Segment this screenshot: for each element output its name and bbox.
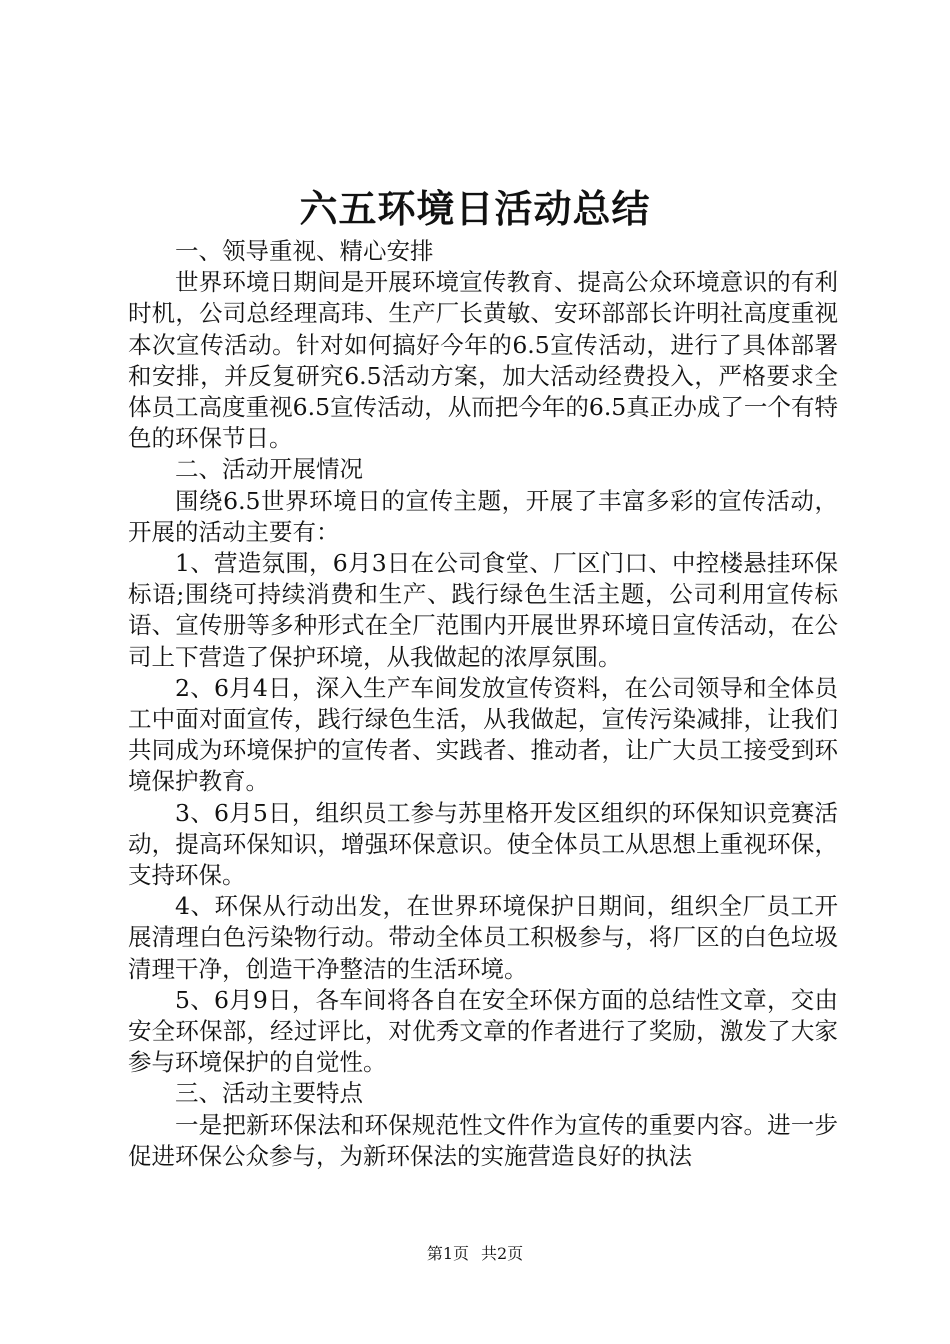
page-number: 第1页 (426, 1244, 469, 1263)
section-heading: 二、活动开展情况 (175, 455, 363, 484)
page-footer (0, 1244, 950, 1264)
page-total: 共2页 (481, 1244, 524, 1263)
section-heading: 一、领导重视、精心安排 (175, 237, 434, 265)
body-paragraph: 1、营造氛围，6月3日在公司食堂、厂区门口、中控楼悬挂环保标语;围绕可持续消费和生产、践行绿色生活主题，公司利用宣传标语、宣传册等多种形式在全厂范围内开展世界环境日宣传活动，在公司上下营造了保护环境，从我做起的浓厚氛围。 (128, 549, 838, 671)
body-paragraph: 5、6月9日，各车间将各自在安全环保方面的总结性文章，交由安全环保部，经过评比，对优秀文章的作者进行了奖励，激发了大家参与环境保护的自觉性。 (128, 985, 838, 1077)
body-paragraph: 4、环保从行动出发，在世界环境保护日期间，组织全厂员工开展清理白色污染物行动。带动全体员工积极参与，将厂区的白色垃圾清理干净，创造干净整洁的生活环境。 (128, 892, 838, 983)
section-heading: 三、活动主要特点 (175, 1079, 363, 1108)
body-paragraph: 世界环境日期间是开展环境宣传教育、提高公众环境意识的有利时机，公司总经理高玮、生产厂长黄敏、安环部部长许明社高度重视本次宣传活动。针对如何搞好今年的6.5宣传活动，进行了具体部署和安排，并反复研究6.5活动方案，加大活动经费投入，严格要求全体员工高度重视6.5宣传活动，从而把今年的6.5真正办成了一个有特色的环保节日。 (128, 268, 838, 453)
body-paragraph: 一是把新环保法和环保规范性文件作为宣传的重要内容。进一步促进环保公众参与，为新环保法的实施营造良好的执法 (128, 1110, 838, 1170)
document-body (128, 236, 838, 1172)
body-paragraph: 2、6月4日，深入生产车间发放宣传资料，在公司领导和全体员工中面对面宣传，践行绿色生活，从我做起，宣传污染减排，让我们共同成为环境保护的宣传者、实践者、推动者，让广大员工接受到环境保护教育。 (128, 673, 838, 796)
body-paragraph: 围绕6.5世界环境日的宣传主题，开展了丰富多彩的宣传活动，开展的活动主要有： (128, 486, 838, 546)
body-paragraph: 3、6月5日，组织员工参与苏里格开发区组织的环保知识竞赛活动，提高环保知识，增强环保意识。使全体员工从思想上重视环保，支持环保。 (128, 798, 838, 890)
document-title: 六五环境日活动总结 (299, 186, 651, 231)
